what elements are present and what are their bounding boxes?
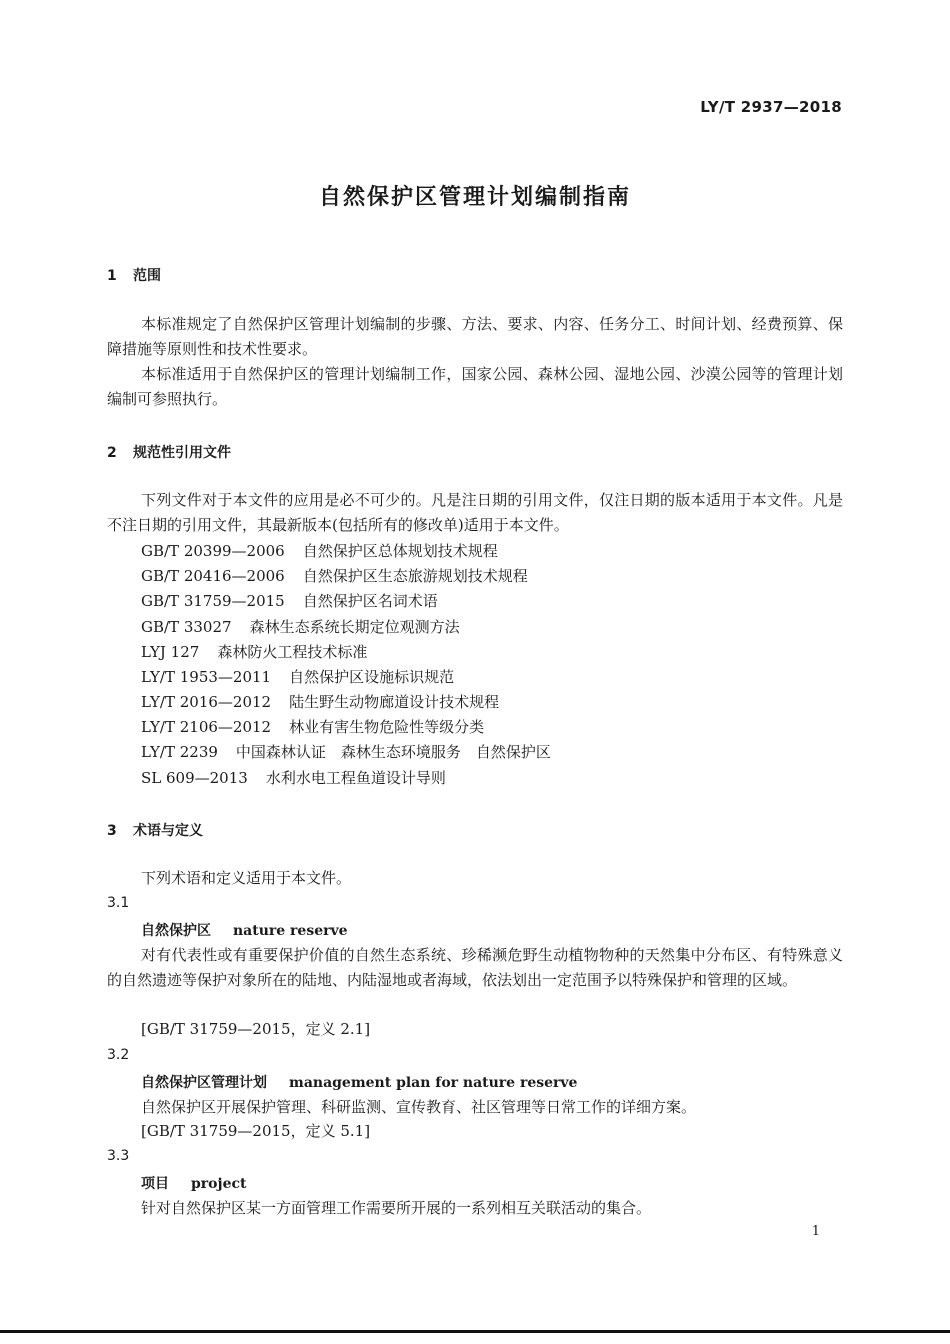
reference-code: LY/T 2016—2012 <box>141 693 272 711</box>
term-en: project <box>191 1176 247 1192</box>
reference-code: GB/T 31759—2015 <box>141 592 285 610</box>
section-title: 规范性引用文件 <box>133 445 231 461</box>
clause-number: 3.2 <box>107 1047 130 1063</box>
section-title: 范围 <box>133 268 161 284</box>
reference-title: 自然保护区名词术语 <box>302 592 438 610</box>
reference-item <box>141 767 446 788</box>
section-number: 2 <box>107 445 117 461</box>
reference-title: 陆生野生动物廊道设计技术规程 <box>289 693 500 711</box>
reference-title: 林业有害生物危险性等级分类 <box>289 718 485 736</box>
reference-code: GB/T 20399—2006 <box>141 542 285 560</box>
section-2-heading <box>107 442 231 462</box>
reference-code: LYJ 127 <box>141 643 200 661</box>
section-number: 1 <box>107 268 117 284</box>
reference-item <box>141 565 528 586</box>
section-1-paragraph-2: 本标准适用于自然保护区的管理计划编制工作，国家公园、森林公园、湿地公园、沙漠公园等的管理计划编制可参照执行。 <box>107 365 843 408</box>
section-title: 术语与定义 <box>133 823 203 839</box>
reference-item <box>141 616 460 637</box>
reference-title: 森林防火工程技术标准 <box>217 643 368 661</box>
section-1-heading <box>107 265 161 285</box>
page-number: 1 <box>811 1224 820 1239</box>
term-definition: 针对自然保护区某一方面管理工作需要所开展的一系列相互关联活动的集合。 <box>141 1199 652 1217</box>
reference-item <box>141 716 484 737</box>
term-en: management plan for nature reserve <box>289 1075 578 1091</box>
clause-number: 3.1 <box>107 895 130 911</box>
reference-code: GB/T 33027 <box>141 618 232 636</box>
clause-number: 3.3 <box>107 1148 130 1164</box>
term-en: nature reserve <box>233 923 348 939</box>
section-number: 3 <box>107 823 117 839</box>
reference-title: 森林生态系统长期定位观测方法 <box>249 618 460 636</box>
reference-title: 中国森林认证 森林生态环境服务 自然保护区 <box>235 743 551 761</box>
section-1-paragraph-1: 本标准规定了自然保护区管理计划编制的步骤、方法、要求、内容、任务分工、时间计划、经费预算、保障措施等原则性和技术性要求。 <box>107 315 843 358</box>
reference-item <box>141 741 551 762</box>
reference-code: LY/T 1953—2011 <box>141 668 272 686</box>
term-heading <box>141 1072 577 1092</box>
reference-item <box>141 540 498 561</box>
term-source: [GB/T 31759—2015，定义 5.1] <box>141 1122 371 1140</box>
term-heading <box>141 920 348 940</box>
reference-title: 自然保护区设施标识规范 <box>289 668 455 686</box>
term-definition: 自然保护区开展保护管理、科研监测、宣传教育、社区管理等日常工作的详细方案。 <box>141 1098 697 1116</box>
reference-code: LY/T 2239 <box>141 743 218 761</box>
term-definition: 对有代表性或有重要保护价值的自然生态系统、珍稀濒危野生动植物物种的天然集中分布区、有特殊意义的自然遗迹等保护对象所在的陆地、内陆湿地或者海域，依法划出一定范围予以特殊保护和管理的区域。 <box>107 946 843 989</box>
term-zh: 自然保护区管理计划 <box>141 1075 267 1091</box>
term-heading <box>141 1173 246 1193</box>
reference-title: 自然保护区生态旅游规划技术规程 <box>302 567 528 585</box>
reference-item <box>141 691 499 712</box>
reference-title: 水利水电工程鱼道设计导则 <box>265 769 446 787</box>
reference-item <box>141 641 367 662</box>
term-source: [GB/T 31759—2015，定义 2.1] <box>141 1020 371 1038</box>
reference-item <box>141 666 454 687</box>
section-3-heading <box>107 820 203 840</box>
section-3-intro: 下列术语和定义适用于本文件。 <box>141 869 352 887</box>
reference-code: GB/T 20416—2006 <box>141 567 285 585</box>
bottom-rule <box>0 1330 950 1333</box>
term-zh: 项目 <box>141 1176 169 1192</box>
document-title: 自然保护区管理计划编制指南 <box>318 185 631 210</box>
standard-code: LY/T 2937—2018 <box>700 98 842 116</box>
section-2-intro: 下列文件对于本文件的应用是必不可少的。凡是注日期的引用文件，仅注日期的版本适用于本文件。凡是不注日期的引用文件，其最新版本(包括所有的修改单)适用于本文件。 <box>107 491 843 534</box>
term-zh: 自然保护区 <box>141 923 211 939</box>
reference-code: LY/T 2106—2012 <box>141 718 272 736</box>
reference-code: SL 609—2013 <box>141 769 248 787</box>
reference-item <box>141 590 438 611</box>
reference-title: 自然保护区总体规划技术规程 <box>302 542 498 560</box>
